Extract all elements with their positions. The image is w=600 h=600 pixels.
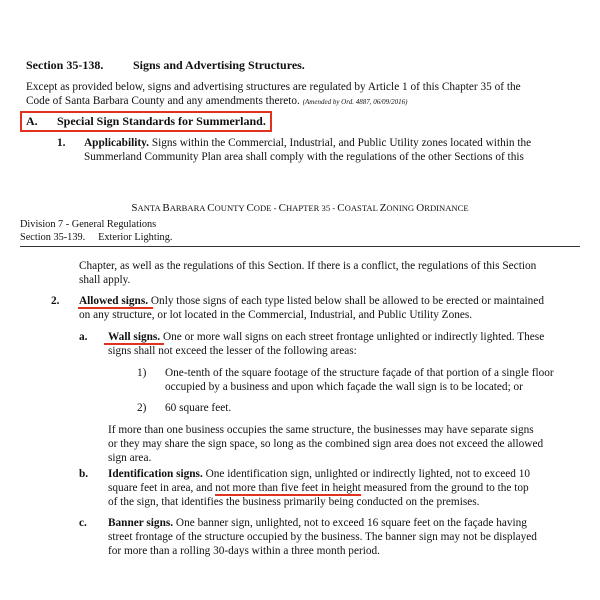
item-c-line-3: for more than a rolling 30-days within a three month period.	[108, 545, 380, 557]
item-b-line-2-pre: square feet in area, and	[108, 482, 216, 494]
amended-note: (Amended by Ord. 4887, 06/09/2016)	[302, 98, 408, 106]
running-header-title-part: C	[337, 202, 345, 214]
item-2-label: Allowed signs.	[79, 295, 149, 307]
section-title: Signs and Advertising Structures.	[133, 58, 305, 72]
item-1-line-2: Summerland Community Plan area shall comply with the regulations of the other Sections of this	[84, 151, 524, 163]
continued-line-2: shall apply.	[79, 274, 131, 286]
running-header-title-part: O	[416, 202, 425, 214]
running-header-title-part: RDINANCE	[424, 203, 469, 213]
continued-line-1: Chapter, as well as the regulations of this Section. If there is a conflict, the regulations of this Section	[79, 260, 537, 272]
item-a-para-line-3: sign area.	[108, 452, 152, 464]
item-1-line-1	[84, 136, 531, 150]
height-limit-highlight: not more than five feet in height	[215, 482, 361, 494]
item-b-letter: b.	[79, 468, 89, 480]
item-b-line-3: of the sign, that identifies the business primarily being conducted on the premises.	[108, 496, 480, 508]
item-c-label: Banner signs.	[108, 517, 174, 529]
item-b-text: One identification sign, unlighted or indirectly lighted, not to exceed 10	[202, 468, 531, 480]
item-b-line-2	[108, 481, 529, 495]
running-header-title-part: C	[246, 202, 254, 214]
intro-line-2-text: Code of Santa Barbara County and any amendments thereto.	[26, 95, 300, 107]
item-a-text: One or more wall signs on each street frontage unlighted or indirectly lighted. These	[160, 331, 545, 343]
running-header-title-part: OASTAL	[344, 203, 380, 213]
running-header-title-part: ODE -	[253, 203, 279, 213]
item-a2-number: 2)	[137, 402, 147, 414]
running-header-title-part: C	[207, 202, 215, 214]
header-rule	[20, 246, 580, 247]
item-1-label: Applicability.	[84, 137, 149, 149]
item-1-number: 1.	[57, 137, 66, 149]
item-b-line-2-post: measured from the ground to the top	[360, 482, 529, 494]
item-a-label: Wall signs.	[108, 331, 161, 343]
item-c-letter: c.	[79, 517, 87, 529]
running-header-division: Division 7 - General Regulations	[20, 219, 157, 230]
running-header-title-part: ANTA	[137, 203, 163, 213]
running-header-section: Section 35-139. Exterior Lighting.	[20, 232, 173, 243]
section-number: Section 35-138.	[26, 58, 104, 72]
running-header-title-part: OUNTY	[214, 203, 247, 213]
item-b-label: Identification signs.	[108, 468, 203, 480]
item-c-line-1	[108, 516, 527, 530]
running-header-title	[0, 202, 600, 214]
running-header-title-part: C	[278, 202, 286, 214]
item-a1-line-2: occupied by a business and upon which façade the wall sign is to be located; or	[165, 381, 523, 393]
running-header-title-part: S	[131, 202, 138, 214]
item-a1-number: 1)	[137, 367, 147, 379]
subsection-letter: A.	[26, 114, 38, 128]
subsection-title: Special Sign Standards for Summerland.	[57, 114, 266, 128]
item-a-para-line-2: or they may share the sign space, so long as the combined sign area does not exceed the allowed	[108, 438, 544, 450]
item-2-line-2: on any structure, or lot located in the Commercial, Industrial, and Public Utility Zones.	[79, 309, 473, 321]
intro-line-1: Except as provided below, signs and advertising structures are regulated by Article 1 of this Chapter 35 of the	[26, 81, 521, 93]
running-header-title-part: Z	[379, 202, 387, 214]
running-header-title-part: HAPTER 35 -	[285, 203, 338, 213]
item-b-line-1	[108, 467, 530, 481]
item-a-line-2: signs shall not exceed the lesser of the following areas:	[108, 345, 357, 357]
running-header-title-part: ARBARA	[169, 203, 208, 213]
item-a2-line-1: 60 square feet.	[165, 402, 232, 414]
running-header-title-part: B	[162, 202, 170, 214]
item-a-letter: a.	[79, 331, 88, 343]
item-1-text: Signs within the Commercial, Industrial, and Public Utility zones located within the	[151, 137, 532, 149]
item-c-text: One banner sign, unlighted, not to exceed 16 square feet on the façade having	[173, 517, 527, 529]
running-header-title-part: ONING	[386, 203, 417, 213]
item-2-number: 2.	[51, 295, 60, 307]
item-a1-line-1: One-tenth of the square footage of the structure façade of that portion of a single floor	[165, 367, 554, 379]
item-c-line-2: street frontage of the structure occupied by the business. The banner sign may not be displayed	[108, 531, 537, 543]
item-a-line-1	[108, 330, 544, 344]
item-a-para-line-1: If more than one business occupies the same structure, the businesses may have separate signs	[108, 424, 534, 436]
item-2-text: Only those signs of each type listed below shall be allowed to be erected or maintained	[148, 295, 544, 307]
intro-line-2	[26, 94, 407, 109]
